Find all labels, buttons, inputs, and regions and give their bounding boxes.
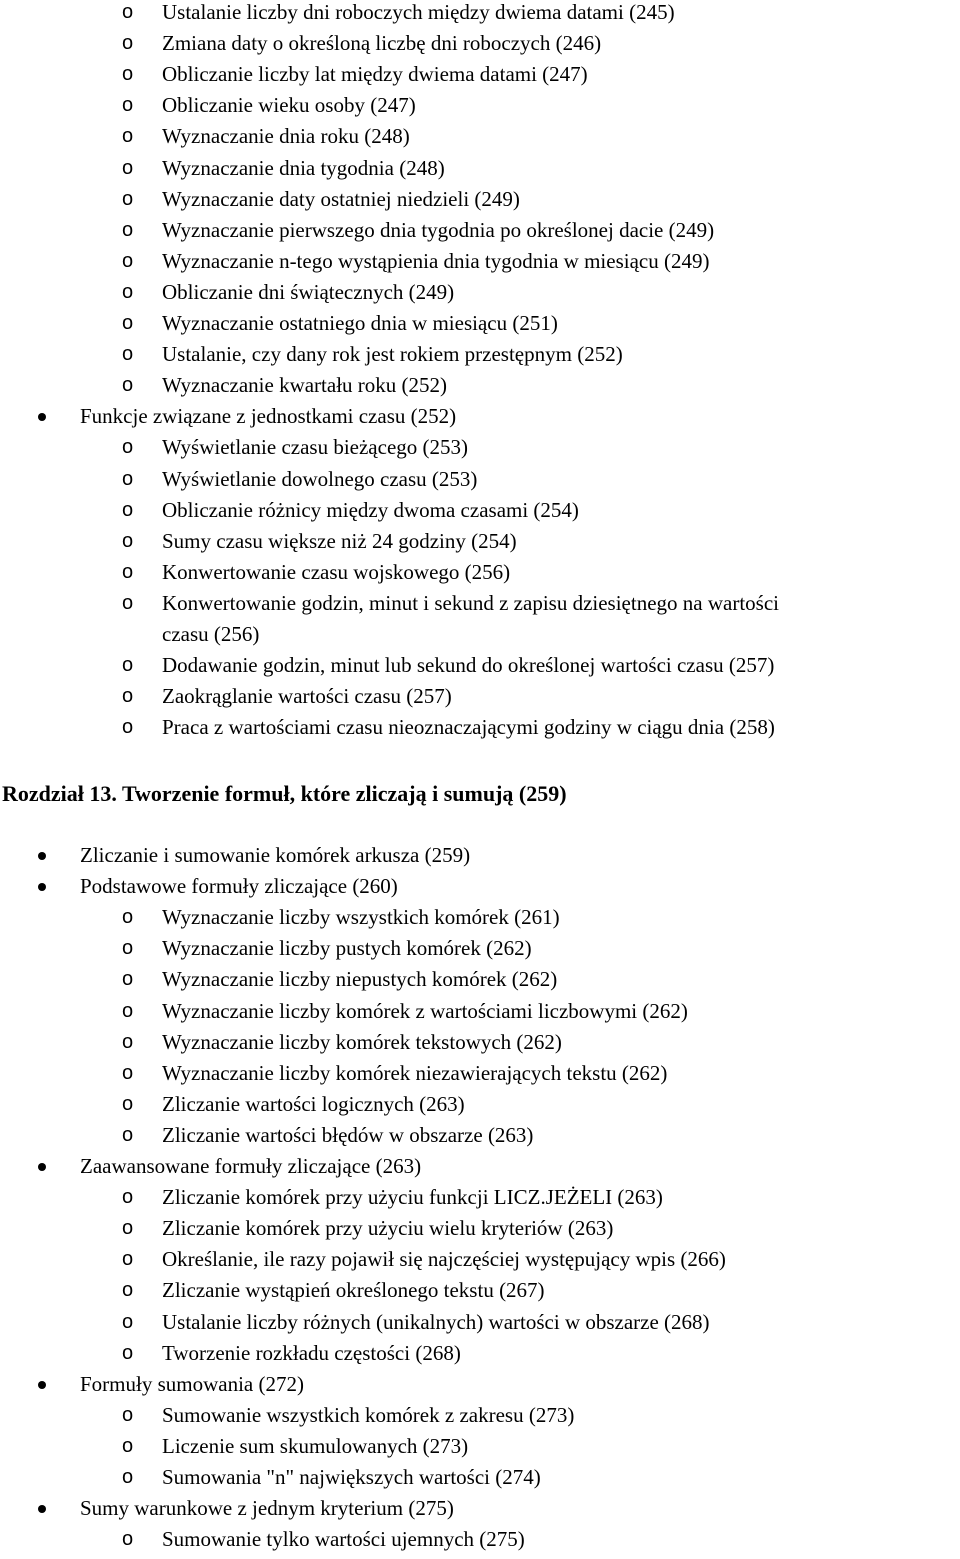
toc-entry-text: Zliczanie i sumowanie komórek arkusza (259) (80, 843, 471, 867)
toc-subentry (0, 121, 960, 152)
toc-entry-text: Zliczanie wystąpień określonego tekstu (267) (162, 1278, 545, 1303)
toc-entry-text: Sumy warunkowe z jednym kryterium (275) (80, 1496, 454, 1521)
toc-entry-text: Wyświetlanie dowolnego czasu (253) (162, 466, 478, 491)
toc-subentry (0, 90, 960, 121)
toc-entry-text: Sumowanie tylko wartości ujemnych (275) (162, 1527, 525, 1552)
toc-entry-text: Wyznaczanie liczby niepustych komórek (262) (162, 967, 558, 992)
toc-entry (0, 1493, 960, 1524)
toc-entry-text: Sumowanie wszystkich komórek z zakresu (273) (162, 1402, 575, 1427)
toc-entry-text: Sumowania "n" największych wartości (274) (162, 1465, 541, 1489)
bullet-o-icon: o (122, 1186, 134, 1209)
toc-subentry (0, 246, 960, 277)
toc-entry-text: Wyznaczanie kwartału roku (252) (162, 373, 448, 398)
toc-subentry (0, 1400, 960, 1431)
toc-subentry (0, 1213, 960, 1244)
toc-subentry (0, 681, 960, 712)
toc-subentry (0, 526, 960, 557)
toc-subentry (0, 933, 960, 964)
chapter-heading: Rozdział 13. Tworzenie formuł, które zliczają i sumują (259) (2, 781, 567, 806)
toc-entry-text: Wyznaczanie n-tego wystąpienia dnia tygodnia w miesiącu (249) (162, 248, 710, 273)
toc-entry-text: Tworzenie rozkładu częstości (268) (162, 1340, 461, 1365)
toc-subentry (0, 650, 960, 681)
toc-entry-text: Dodawanie godzin, minut lub sekund do określonej wartości czasu (257) (162, 653, 775, 678)
toc-subentry (0, 588, 960, 619)
toc-entry-text: Konwertowanie godzin, minut i sekund z zapisu dziesiętnego na wartości (162, 590, 779, 615)
toc-entry-text: Liczenie sum skumulowanych (273) (162, 1433, 469, 1458)
bullet-o-icon: o (122, 249, 134, 272)
bullet-o-icon: o (122, 1, 134, 23)
bullet-dot-icon (38, 852, 46, 860)
bullet-o-icon: o (122, 32, 134, 55)
bullet-o-icon: o (122, 125, 134, 148)
toc-subentry (0, 1244, 960, 1275)
bullet-o-icon: o (122, 685, 134, 708)
toc-entry-text: Wyznaczanie liczby komórek tekstowych (262) (162, 1029, 562, 1054)
bullet-o-icon: o (122, 467, 134, 490)
toc-entry-text: Wyznaczanie daty ostatniej niedzieli (249) (162, 186, 520, 211)
toc-subentry (0, 557, 960, 588)
bullet-o-icon: o (122, 1030, 134, 1053)
bullet-dot-icon (38, 1505, 46, 1513)
toc-subentry (0, 1027, 960, 1058)
toc-entry-text: Ustalanie liczby różnych (unikalnych) wartości w obszarze (268) (162, 1309, 710, 1334)
toc-subentry (0, 153, 960, 184)
toc-subentry (0, 370, 960, 401)
toc-entry-text: Obliczanie wieku osoby (247) (162, 93, 416, 118)
toc-entry (0, 871, 960, 902)
toc-entry (0, 1369, 960, 1400)
toc-entry-text: czasu (256) (162, 622, 260, 646)
bullet-o-icon: o (122, 343, 134, 366)
toc-subentry (0, 1338, 960, 1369)
toc-entry-text: Wyznaczanie liczby komórek niezawierających tekstu (262) (162, 1060, 668, 1085)
toc-subentry (0, 619, 960, 650)
bullet-o-icon: o (122, 1528, 134, 1551)
toc-subentry (0, 215, 960, 246)
toc-subentry (0, 184, 960, 215)
toc-subentry (0, 277, 960, 308)
bullet-dot-icon (38, 1163, 46, 1171)
toc-entry-text: Ustalanie liczby dni roboczych między dwiema datami (245) (162, 0, 675, 24)
bullet-dot-icon (38, 1381, 46, 1389)
toc-entry-text: Wyznaczanie liczby pustych komórek (262) (162, 936, 532, 961)
toc-entry-text: Sumy czasu większe niż 24 godziny (254) (162, 528, 517, 553)
toc-subentry (0, 432, 960, 463)
bullet-o-icon: o (122, 1279, 134, 1302)
toc-subentry (0, 1462, 960, 1493)
bullet-o-icon: o (122, 63, 134, 86)
toc-entry-text: Ustalanie, czy dany rok jest rokiem przestępnym (252) (162, 342, 623, 367)
toc-entry (0, 401, 960, 432)
toc-subentry (0, 1431, 960, 1462)
bullet-o-icon: o (122, 1403, 134, 1426)
bullet-o-icon: o (122, 591, 134, 614)
bullet-o-icon: o (122, 716, 134, 739)
bullet-o-icon: o (122, 968, 134, 991)
toc-subentry (0, 59, 960, 90)
toc-entry-text: Zliczanie wartości błędów w obszarze (263) (162, 1122, 534, 1147)
bullet-o-icon: o (122, 1466, 134, 1488)
toc-entry-text: Obliczanie różnicy między dwoma czasami (254) (162, 497, 579, 522)
toc-subentry (0, 996, 960, 1027)
bullet-o-icon: o (122, 1123, 134, 1146)
toc-entry-text: Zliczanie komórek przy użyciu wielu kryteriów (263) (162, 1216, 614, 1241)
toc-entry-text: Wyznaczanie liczby wszystkich komórek (261) (162, 905, 560, 930)
bullet-o-icon: o (122, 218, 134, 241)
toc-entry-text: Zaawansowane formuły zliczające (263) (80, 1154, 422, 1178)
toc-subentry (0, 902, 960, 933)
toc-entry-text: Wyznaczanie ostatniego dnia w miesiącu (251) (162, 311, 558, 335)
toc-subentry (0, 339, 960, 370)
bullet-o-icon: o (122, 529, 134, 552)
toc-entry-text: Konwertowanie czasu wojskowego (256) (162, 559, 511, 584)
toc-entry-text: Podstawowe formuły zliczające (260) (80, 874, 398, 899)
bullet-o-icon: o (122, 1310, 134, 1333)
toc-entry-text: Wyznaczanie liczby komórek z wartościami liczbowymi (262) (162, 998, 688, 1023)
bullet-o-icon: o (122, 436, 134, 459)
bullet-o-icon: o (122, 187, 134, 210)
bullet-o-icon: o (122, 1434, 134, 1457)
bullet-o-icon: o (122, 1061, 134, 1084)
bullet-o-icon: o (122, 560, 134, 583)
toc-entry-text: Zliczanie komórek przy użyciu funkcji LICZ.JEŻELI (263) (162, 1185, 663, 1210)
toc-entry-text: Wyznaczanie dnia roku (248) (162, 124, 410, 149)
toc-entry-text: Funkcje związane z jednostkami czasu (252) (80, 404, 457, 429)
toc-entry-text: Wyznaczanie pierwszego dnia tygodnia po określonej dacie (249) (162, 217, 715, 242)
bullet-o-icon: o (122, 937, 134, 960)
toc-subentry (0, 1120, 960, 1151)
bullet-o-icon: o (122, 94, 134, 117)
toc-entry-text: Wyznaczanie dnia tygodnia (248) (162, 155, 445, 180)
bullet-o-icon: o (122, 906, 134, 929)
toc-subentry (0, 464, 960, 495)
toc-subentry (0, 0, 960, 28)
toc-entry-text: Zmiana daty o określoną liczbę dni roboczych (246) (162, 31, 602, 56)
toc-subentry (0, 495, 960, 526)
toc-entry-text: Praca z wartościami czasu nieoznaczającymi godziny w ciągu dnia (258) (162, 715, 775, 740)
toc-subentry (0, 28, 960, 59)
bullet-o-icon: o (122, 1248, 134, 1271)
toc-entry-text: Obliczanie dni świątecznych (249) (162, 279, 455, 304)
bullet-dot-icon (38, 883, 46, 891)
bullet-o-icon: o (122, 1217, 134, 1240)
toc-subentry (0, 712, 960, 743)
bullet-o-icon: o (122, 156, 134, 179)
bullet-o-icon: o (122, 312, 134, 334)
toc-entry-text: Obliczanie liczby lat między dwiema datami (247) (162, 62, 588, 87)
toc-entry-text: Określanie, ile razy pojawił się najczęściej występujący wpis (266) (162, 1247, 726, 1272)
toc-subentry (0, 1307, 960, 1338)
toc-subentry (0, 964, 960, 995)
toc-subentry (0, 1275, 960, 1306)
toc-entry-text: Zaokrąglanie wartości czasu (257) (162, 684, 452, 709)
bullet-o-icon: o (122, 498, 134, 521)
toc-subentry (0, 1524, 960, 1555)
toc-subentry (0, 1089, 960, 1120)
bullet-o-icon: o (122, 1341, 134, 1364)
toc-subentry (0, 1182, 960, 1213)
toc-entry-text: Formuły sumowania (272) (80, 1371, 304, 1396)
toc-subentry (0, 308, 960, 339)
bullet-o-icon: o (122, 1092, 134, 1115)
toc-entry (0, 840, 960, 871)
toc-entry-text: Zliczanie wartości logicznych (263) (162, 1091, 465, 1116)
toc-entry-text: Wyświetlanie czasu bieżącego (253) (162, 435, 469, 460)
bullet-o-icon: o (122, 999, 134, 1022)
toc-subentry (0, 1058, 960, 1089)
bullet-o-icon: o (122, 654, 134, 677)
bullet-dot-icon (38, 413, 46, 421)
bullet-o-icon: o (122, 280, 134, 303)
bullet-o-icon: o (122, 374, 134, 397)
toc-entry (0, 1151, 960, 1182)
